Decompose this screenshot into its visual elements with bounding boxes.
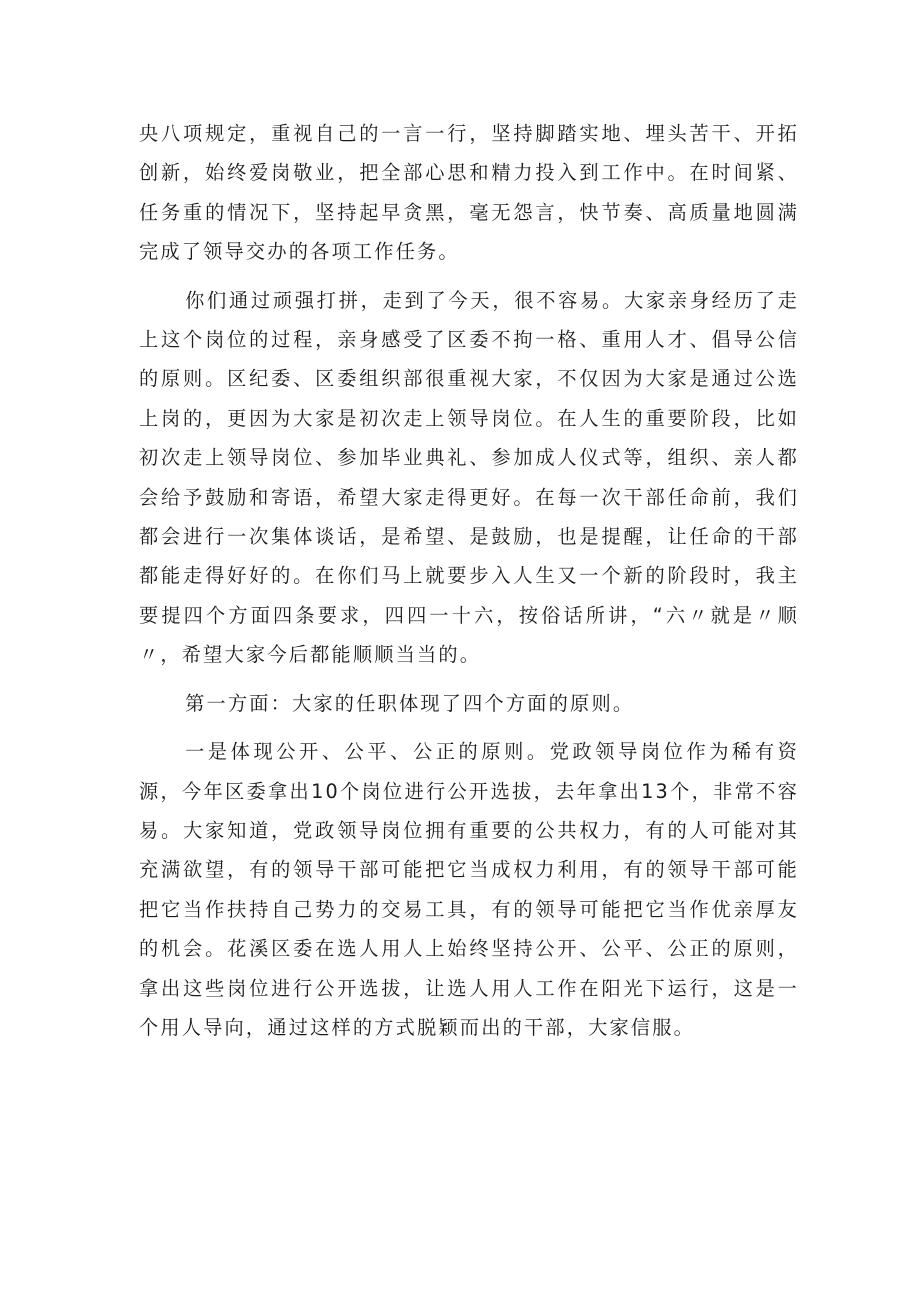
paragraph-2: 你们通过顽强打拼，走到了今天，很不容易。大家亲身经历了走上这个岗位的过程，亲身感受了区委不拘一格、重用人才、倡导公信的原则。区纪委、区委组织部很重视大家，不仅因为大家是通过公选上岗的，更因为大家是初次走上领导岗位。在人生的重要阶段，比如初次走上领导岗位、参加毕业典礼、参加成人仪式等，组织、亲人都会给予鼓励和寄语，希望大家走得更好。在每一次干部任命前，我们都会进行一次集体谈话，是希望、是鼓励，也是提醒，让任命的干部都能走得好好的。在你们马上就要步入人生又一个新的阶段时，我主要提四个方面四条要求，四四一十六，按俗话所讲，“六〃就是〃顺〃，希望大家今后都能顺顺当当的。	[139, 288, 799, 667]
section-heading-first-aspect: 第一方面：大家的任职体现了四个方面的原则。	[185, 691, 635, 715]
paragraph-1: 央八项规定，重视自己的一言一行，坚持脚踏实地、埋头苦干、开拓创新，始终爱岗敬业，把全部心思和精力投入到工作中。在时间紧、任务重的情况下，坚持起早贪黑，毫无怨言，快节奏、高质量地圆满完成了领导交办的各项工作任务。	[139, 122, 799, 264]
paragraph-4: 一是体现公开、公平、公正的原则。党政领导岗位作为稀有资源，今年区委拿出10个岗位进行公开选拔，去年拿出13个，非常不容易。大家知道，党政领导岗位拥有重要的公共权力，有的人可能对其充满欲望，有的领导干部可能把它当成权力利用，有的领导干部可能把它当作扶持自己势力的交易工具，有的领导可能把它当作优亲厚友的机会。花溪区委在选人用人上始终坚持公开、公平、公正的原则，拿出这些岗位进行公开选拔，让选人用人工作在阳光下运行，这是一个用人导向，通过这样的方式脱颖而出的干部，大家信服。	[139, 740, 799, 1039]
document-body	[139, 114, 799, 1056]
